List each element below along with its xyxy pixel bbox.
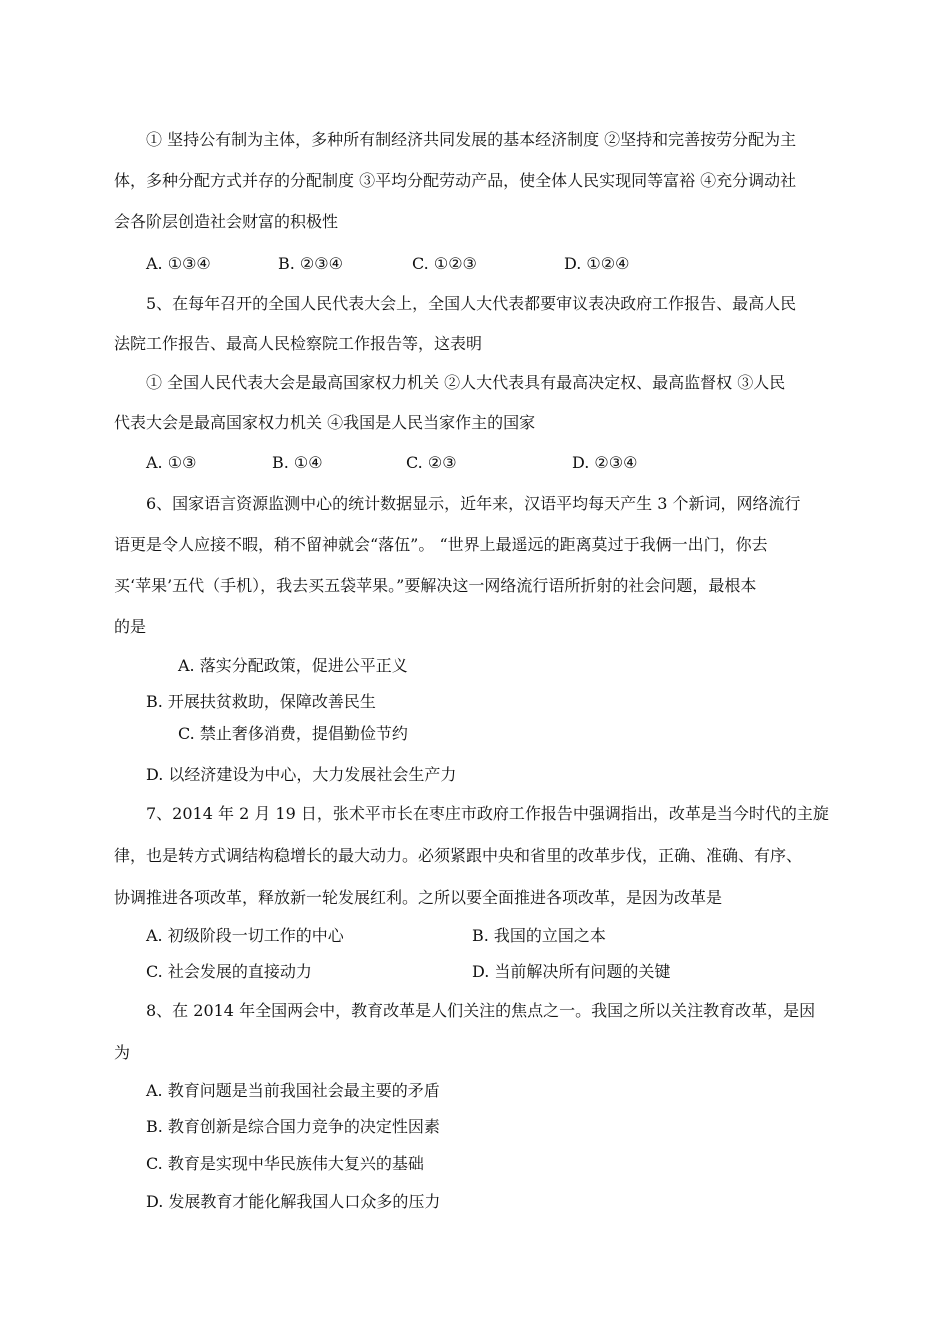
q4-statement-line-2: 体，多种分配方式并存的分配制度 ③平均分配劳动产品，使全体人民实现同等富裕 ④充分调动社 xyxy=(114,171,797,190)
q5-statement-line-1: ① 全国人民代表大会是最高国家权力机关 ②人大代表具有最高决定权、最高监督权 ③人民 xyxy=(146,373,786,392)
q5-option-c: C. ②③ xyxy=(406,453,457,472)
q5-question-line-1: 5、在每年召开的全国人民代表大会上，全国人大代表都要审议表决政府工作报告、最高人民 xyxy=(146,294,797,313)
q5-option-b: B. ①④ xyxy=(272,453,323,472)
q7-question-line-2: 律，也是转方式调结构稳增长的最大动力。必须紧跟中央和省里的改革步伐，正确、准确、有序、 xyxy=(114,846,803,865)
q6-option-d: D. 以经济建设为中心，大力发展社会生产力 xyxy=(146,765,457,784)
q6-option-b: B. 开展扶贫救助，保障改善民生 xyxy=(146,692,376,711)
q7-question-line-1: 7、2014 年 2 月 19 日，张术平市长在枣庄市政府工作报告中强调指出，改革是当今时代的主旋 xyxy=(146,804,829,823)
q6-question-line-1: 6、国家语言资源监测中心的统计数据显示，近年来，汉语平均每天产生 3 个新词，网络流行 xyxy=(146,494,801,513)
q7-option-c: C. 社会发展的直接动力 xyxy=(146,962,312,981)
q4-statement-line-1: ① 坚持公有制为主体，多种所有制经济共同发展的基本经济制度 ②坚持和完善按劳分配为主 xyxy=(146,130,797,149)
q7-question-line-3: 协调推进各项改革，释放新一轮发展红利。之所以要全面推进各项改革，是因为改革是 xyxy=(114,888,723,907)
q6-question-line-2: 语更是令人应接不暇，稍不留神就会“落伍”。 “世界上最遥远的距离莫过于我俩一出门，你去 xyxy=(114,535,768,554)
q6-question-line-4: 的是 xyxy=(114,617,147,636)
q4-option-c: C. ①②③ xyxy=(412,254,477,273)
q8-option-d: D. 发展教育才能化解我国人口众多的压力 xyxy=(146,1192,441,1211)
q8-option-a: A. 教育问题是当前我国社会最主要的矛盾 xyxy=(146,1081,440,1100)
q8-question-line-2: 为 xyxy=(114,1043,131,1062)
q8-question-line-1: 8、在 2014 年全国两会中，教育改革是人们关注的焦点之一。我国之所以关注教育改革，是因 xyxy=(146,1001,816,1020)
q4-option-b: B. ②③④ xyxy=(278,254,343,273)
q6-option-c: C. 禁止奢侈消费，提倡勤俭节约 xyxy=(178,724,408,743)
q8-option-b: B. 教育创新是综合国力竞争的决定性因素 xyxy=(146,1117,440,1136)
q5-option-a: A. ①③ xyxy=(146,453,197,472)
q7-option-d: D. 当前解决所有问题的关键 xyxy=(472,962,671,981)
q4-option-d: D. ①②④ xyxy=(564,254,630,273)
q5-question-line-2: 法院工作报告、最高人民检察院工作报告等，这表明 xyxy=(114,334,483,353)
q7-option-a: A. 初级阶段一切工作的中心 xyxy=(146,926,344,945)
q4-option-a: A. ①③④ xyxy=(146,254,211,273)
q8-option-c: C. 教育是实现中华民族伟大复兴的基础 xyxy=(146,1154,424,1173)
q5-statement-line-2: 代表大会是最高国家权力机关 ④我国是人民当家作主的国家 xyxy=(114,413,536,432)
q5-option-d: D. ②③④ xyxy=(572,453,638,472)
q6-option-a: A. 落实分配政策，促进公平正义 xyxy=(178,656,408,675)
q4-statement-line-3: 会各阶层创造社会财富的积极性 xyxy=(114,212,339,231)
q6-question-line-3: 买‘苹果’五代（手机），我去买五袋苹果。”要解决这一网络流行语所折射的社会问题，最根本 xyxy=(114,576,757,595)
q7-option-b: B. 我国的立国之本 xyxy=(472,926,606,945)
